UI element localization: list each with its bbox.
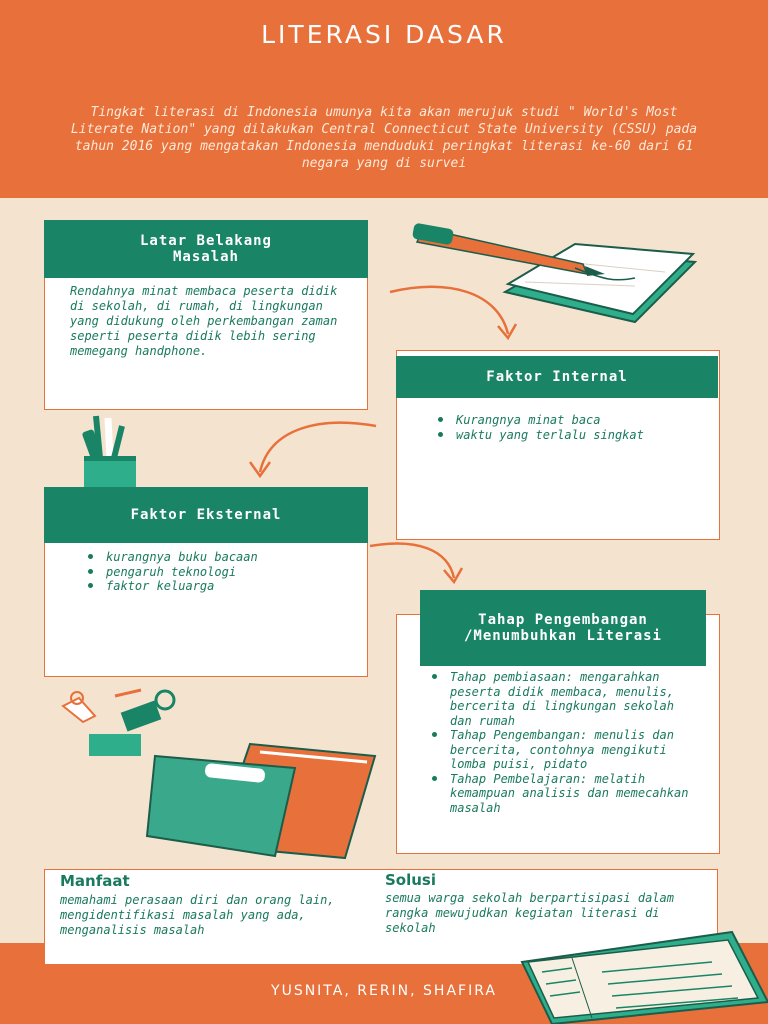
latar-belakang-text: Rendahnya minat membaca peserta didik di sekolah, di rumah, di lingkungan yang didukung oleh perkembangan zaman seperti peserta didik lebih sering memegang handphone. <box>70 284 338 358</box>
latar-belakang-heading: Latar Belakang Masalah <box>44 220 368 278</box>
manfaat-heading: Manfaat <box>60 872 130 890</box>
list-item: Kurangnya minat baca <box>434 413 704 428</box>
list-item: Tahap Pembelajaran: melatih kemampuan analisis dan memecahkan masalah <box>428 772 698 816</box>
page-title: LITERASI DASAR <box>261 20 507 49</box>
solusi-text: semua warga sekolah berpartisipasi dalam rangka mewujudkan kegiatan literasi di sekolah <box>385 891 674 935</box>
list-item: pengaruh teknologi <box>84 565 354 580</box>
solusi-heading: Solusi <box>385 871 436 889</box>
stacked-books-icon <box>147 744 375 858</box>
faktor-eksternal-list <box>84 550 354 594</box>
list-item: waktu yang terlalu singkat <box>434 428 704 443</box>
list-item: kurangnya buku bacaan <box>84 550 354 565</box>
notebook-icon <box>522 932 768 1024</box>
faktor-internal-list <box>434 413 704 442</box>
binder-clip-icon <box>89 691 174 756</box>
list-item: faktor keluarga <box>84 579 354 594</box>
arrow-eksternal-to-tahap <box>368 540 468 586</box>
books-clips-illustration <box>55 686 385 861</box>
list-item: Tahap Pengembangan: menulis dan bercerita, contohnya mengikuti lomba puisi, pidato <box>428 728 698 772</box>
manfaat-text: memahami perasaan diri dan orang lain, mengidentifikasi masalah yang ada, menganalisis masalah <box>60 893 335 937</box>
tahap-heading: Tahap Pengembangan /Menumbuhkan Literasi <box>420 590 706 666</box>
tahap-list <box>428 670 698 815</box>
authors: YUSNITA, RERIN, SHAFIRA <box>271 983 497 999</box>
pencil-cup-illustration <box>74 412 144 488</box>
notebook-illustration <box>512 932 768 1024</box>
faktor-eksternal-heading: Faktor Eksternal <box>44 487 368 543</box>
arrow-latar-to-internal <box>388 282 528 344</box>
list-item: Tahap pembiasaan: mengarahkan peserta didik membaca, menulis, bercerita di lingkungan sekolah dan rumah <box>428 670 698 728</box>
intro-text: Tingkat literasi di Indonesia umunya kita akan merujuk studi " World's Most Literate Nation" yang dilakukan Central Connecticut State University (CSSU) pada tahun 2016 yang mengatakan Indonesia menduduki peringkat literasi ke-60 dari 61 negara yang di survei <box>70 105 698 171</box>
arrow-internal-to-eksternal <box>240 418 380 480</box>
faktor-internal-heading: Faktor Internal <box>396 356 718 398</box>
